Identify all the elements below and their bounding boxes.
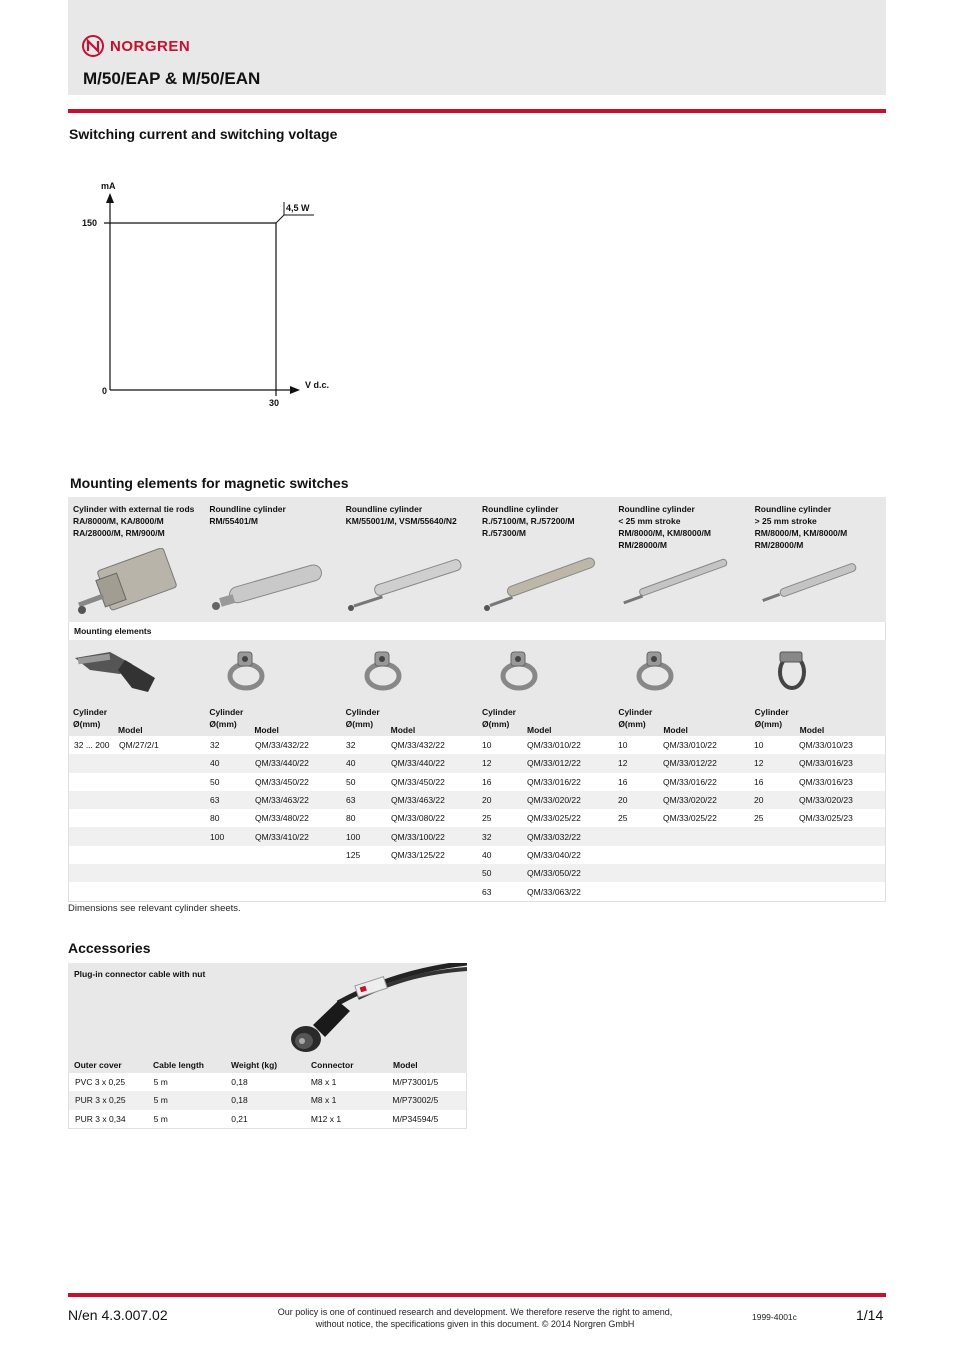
table-cell bbox=[749, 777, 885, 787]
cell-diameter: 100 bbox=[346, 831, 361, 842]
cell-model: QM/33/020/22 bbox=[663, 795, 717, 806]
section-title-accessories: Accessories bbox=[68, 940, 151, 956]
table-cell bbox=[477, 740, 613, 750]
column-header bbox=[613, 698, 749, 736]
cylinder-title: Roundline cylinder R./57100/M, R./57200/M R./57300/M bbox=[481, 504, 575, 538]
cell-diameter: 63 bbox=[210, 795, 220, 806]
cell-diameter: 32 bbox=[346, 740, 356, 751]
accessory-column-header: Connector bbox=[311, 1060, 354, 1070]
cylinder-title: Cylinder with external tie rods RA/8000/M, KA/8000/M RA/28000/M, RM/900/M bbox=[73, 504, 195, 538]
table-cell: 0,18 bbox=[231, 1077, 248, 1088]
table-cell: M8 x 1 bbox=[310, 1095, 337, 1106]
cylinder-image bbox=[345, 548, 470, 618]
cell-diameter: 10 bbox=[754, 740, 764, 751]
clamp-cell bbox=[750, 640, 886, 698]
power-label: 4,5 W bbox=[286, 203, 310, 213]
cell-model: QM/33/016/23 bbox=[799, 776, 853, 787]
accessory-column-header: Model bbox=[393, 1060, 418, 1070]
table-cell bbox=[749, 758, 885, 768]
table-cell bbox=[477, 868, 613, 878]
cell-diameter: 50 bbox=[482, 868, 492, 879]
table-cell bbox=[341, 832, 477, 842]
cell-diameter: 32 bbox=[482, 831, 492, 842]
cylinder-column bbox=[613, 497, 749, 622]
clamp-image bbox=[216, 644, 276, 696]
table-cell bbox=[613, 813, 749, 823]
clamp-cell bbox=[341, 640, 477, 698]
cell-diameter: 25 bbox=[754, 813, 764, 824]
dimensions-note: Dimensions see relevant cylinder sheets. bbox=[68, 903, 241, 914]
cylinder-title: Roundline cylinder RM/55401/M bbox=[209, 504, 286, 526]
clamp-cell bbox=[613, 640, 749, 698]
cylinder-image bbox=[481, 548, 606, 618]
x-tick-label: 30 bbox=[269, 398, 280, 408]
table-row bbox=[69, 809, 885, 827]
table-cell bbox=[749, 795, 885, 805]
cell-model: QM/33/463/22 bbox=[391, 795, 445, 806]
cell-model: QM/33/020/22 bbox=[527, 795, 581, 806]
cell-model: QM/33/012/22 bbox=[663, 758, 717, 769]
footer-divider bbox=[68, 1293, 886, 1297]
cylinder-image bbox=[208, 548, 333, 618]
norgren-logo bbox=[82, 35, 190, 57]
cylinder-title: Roundline cylinder KM/55001/M, VSM/55640/N2 bbox=[345, 504, 457, 526]
header-cylinder-diameter: Cylinder Ø(mm) bbox=[481, 707, 516, 729]
cell-model: QM/33/020/23 bbox=[799, 795, 853, 806]
clamp-image-row bbox=[68, 640, 886, 698]
header-divider bbox=[68, 109, 886, 113]
cylinder-title: Roundline cylinder < 25 mm stroke RM/8000/M, KM/8000/M RM/28000/M bbox=[618, 504, 711, 550]
header-model: Model bbox=[526, 725, 552, 735]
header-cylinder-diameter: Cylinder Ø(mm) bbox=[73, 707, 108, 729]
table-cell bbox=[613, 795, 749, 805]
accessory-column-header: Outer cover bbox=[74, 1060, 122, 1070]
table-cell bbox=[477, 832, 613, 842]
table-cell bbox=[341, 777, 477, 787]
accessories-rows bbox=[68, 1073, 467, 1129]
table-row bbox=[69, 1073, 466, 1091]
clamp-cell bbox=[477, 640, 613, 698]
table-cell bbox=[341, 795, 477, 805]
table-row bbox=[69, 1110, 466, 1128]
accessories-table bbox=[68, 963, 467, 1129]
table-cell: 5 m bbox=[153, 1095, 168, 1106]
cell-model: QM/33/450/22 bbox=[255, 776, 309, 787]
cell-diameter: 100 bbox=[210, 831, 225, 842]
cell-diameter: 20 bbox=[618, 795, 628, 806]
cell-diameter: 40 bbox=[210, 758, 220, 769]
cell-model: QM/33/016/22 bbox=[663, 776, 717, 787]
norgren-emblem-icon bbox=[82, 35, 104, 57]
column-header bbox=[341, 698, 477, 736]
table-cell: M/P73001/5 bbox=[392, 1077, 439, 1088]
column-header-row bbox=[68, 698, 886, 736]
table-cell bbox=[341, 740, 477, 750]
table-cell bbox=[613, 758, 749, 768]
table-cell bbox=[749, 740, 885, 750]
cylinder-header-row bbox=[68, 497, 886, 622]
accessory-column-header: Cable length bbox=[153, 1060, 205, 1070]
cell-model: QM/33/080/22 bbox=[391, 813, 445, 824]
cell-diameter: 20 bbox=[482, 795, 492, 806]
table-cell: M/P34594/5 bbox=[392, 1113, 439, 1124]
policy-text: Our policy is one of continued research and development. We therefore reserve the right to amend, without notice, the specifications given in this document. © 2014 Norgren GmbH bbox=[277, 1307, 673, 1329]
table-row bbox=[69, 773, 885, 791]
x-unit-label: V d.c. bbox=[305, 380, 330, 390]
header-cylinder-diameter: Cylinder Ø(mm) bbox=[345, 707, 380, 729]
cell-diameter: 12 bbox=[618, 758, 628, 769]
table-cell bbox=[69, 740, 205, 750]
column-header bbox=[68, 698, 204, 736]
table-cell bbox=[613, 740, 749, 750]
cell-diameter: 80 bbox=[346, 813, 356, 824]
accessory-column-header: Weight (kg) bbox=[231, 1060, 278, 1070]
table-cell bbox=[341, 758, 477, 768]
cylinder-image bbox=[72, 548, 197, 618]
cylinder-image bbox=[754, 548, 879, 618]
table-cell bbox=[477, 850, 613, 860]
header-cylinder-diameter: Cylinder Ø(mm) bbox=[618, 707, 653, 729]
cell-model: QM/33/432/22 bbox=[391, 740, 445, 751]
table-cell bbox=[205, 813, 341, 823]
accessory-title: Plug-in connector cable with nut bbox=[74, 969, 206, 979]
page-number: 1/14 bbox=[856, 1307, 884, 1323]
cell-diameter: 10 bbox=[618, 740, 628, 751]
table-cell: 0,21 bbox=[231, 1113, 248, 1124]
table-cell: PUR 3 x 0,25 bbox=[75, 1095, 126, 1106]
cell-model: QM/33/025/23 bbox=[799, 813, 853, 824]
cell-model: QM/33/010/23 bbox=[799, 740, 853, 751]
header-cylinder-diameter: Cylinder Ø(mm) bbox=[209, 707, 244, 729]
cell-model: QM/33/463/22 bbox=[255, 795, 309, 806]
cell-diameter: 125 bbox=[346, 849, 361, 860]
cylinder-column bbox=[477, 497, 613, 622]
page-title: M/50/EAP & M/50/EAN bbox=[83, 69, 261, 88]
table-row bbox=[69, 791, 885, 809]
cell-model: QM/33/050/22 bbox=[527, 868, 581, 879]
table-cell bbox=[205, 777, 341, 787]
section-title-switching: Switching current and switching voltage bbox=[69, 126, 338, 142]
cell-diameter: 16 bbox=[618, 776, 628, 787]
cell-diameter: 20 bbox=[754, 795, 764, 806]
cell-diameter: 25 bbox=[482, 813, 492, 824]
cylinder-column bbox=[750, 497, 886, 622]
origin-label: 0 bbox=[102, 386, 108, 396]
cell-diameter: 25 bbox=[618, 813, 628, 824]
mounting-table bbox=[68, 497, 886, 902]
cell-model: QM/33/012/22 bbox=[527, 758, 581, 769]
cell-model: QM/33/025/22 bbox=[527, 813, 581, 824]
table-row bbox=[69, 754, 885, 772]
cell-diameter: 80 bbox=[210, 813, 220, 824]
accessories-header bbox=[68, 963, 467, 1073]
cell-diameter: 16 bbox=[482, 776, 492, 787]
brand-name: NORGREN bbox=[110, 37, 191, 55]
cylinder-image bbox=[617, 548, 742, 618]
cell-model: QM/33/010/22 bbox=[663, 740, 717, 751]
cylinder-title: Roundline cylinder > 25 mm stroke RM/8000/M, KM/8000/M RM/28000/M bbox=[754, 504, 848, 550]
table-cell: M/P73002/5 bbox=[392, 1095, 439, 1106]
clamp-image bbox=[762, 644, 822, 696]
cell-model: QM/33/016/22 bbox=[527, 776, 581, 787]
table-cell: 0,18 bbox=[231, 1095, 248, 1106]
table-cell bbox=[477, 813, 613, 823]
cell-diameter: 12 bbox=[482, 758, 492, 769]
header-model: Model bbox=[663, 725, 688, 735]
cell-diameter: 50 bbox=[210, 776, 220, 787]
table-cell bbox=[341, 850, 477, 860]
cell-model: QM/33/410/22 bbox=[255, 831, 309, 842]
cell-diameter: 50 bbox=[346, 776, 356, 787]
cell-model: QM/33/010/22 bbox=[527, 740, 581, 751]
column-header bbox=[477, 698, 613, 736]
table-cell: PUR 3 x 0,34 bbox=[75, 1113, 126, 1124]
cell-model: QM/33/063/22 bbox=[527, 886, 581, 897]
y-unit-label: mA bbox=[101, 181, 116, 191]
table-row bbox=[69, 864, 885, 882]
table-cell: 5 m bbox=[153, 1077, 168, 1088]
cell-model: QM/33/440/22 bbox=[255, 758, 309, 769]
cell-diameter: 32 bbox=[210, 740, 220, 751]
switching-graph bbox=[68, 170, 388, 420]
cell-diameter: 16 bbox=[754, 776, 764, 787]
clamp-image bbox=[625, 644, 685, 696]
table-cell bbox=[205, 795, 341, 805]
table-cell bbox=[205, 758, 341, 768]
section-title-mounting: Mounting elements for magnetic switches bbox=[70, 475, 349, 491]
cell-model: QM/33/432/22 bbox=[255, 740, 309, 751]
cell-model: QM/33/016/23 bbox=[799, 758, 853, 769]
cell-diameter: 63 bbox=[346, 795, 356, 806]
table-cell bbox=[477, 887, 613, 897]
cell-model: QM/27/2/1 bbox=[119, 740, 159, 751]
cylinder-column bbox=[204, 497, 340, 622]
table-cell bbox=[477, 777, 613, 787]
connector-cable-image bbox=[268, 963, 467, 1055]
clamp-cell bbox=[204, 640, 340, 698]
cylinder-column bbox=[68, 497, 204, 622]
accessories-column-headers bbox=[68, 1060, 467, 1070]
cell-model: QM/33/125/22 bbox=[391, 849, 445, 860]
clamp-image bbox=[70, 644, 170, 698]
table-row bbox=[69, 882, 885, 900]
cell-diameter: 40 bbox=[482, 849, 492, 860]
page-header bbox=[68, 0, 886, 95]
cell-model: QM/33/450/22 bbox=[391, 776, 445, 787]
table-cell: M8 x 1 bbox=[310, 1077, 337, 1088]
clamp-image bbox=[353, 644, 413, 696]
table-cell bbox=[341, 813, 477, 823]
cell-diameter: 12 bbox=[754, 758, 764, 769]
table-cell: M12 x 1 bbox=[310, 1113, 342, 1124]
cell-diameter: 63 bbox=[482, 886, 492, 897]
table-cell bbox=[613, 777, 749, 787]
cell-diameter: 40 bbox=[346, 758, 356, 769]
header-model: Model bbox=[118, 725, 143, 735]
document-reference: N/en 4.3.007.02 bbox=[68, 1307, 168, 1323]
cylinder-column bbox=[341, 497, 477, 622]
table-cell: 5 m bbox=[153, 1113, 168, 1124]
table-cell bbox=[477, 758, 613, 768]
clamp-image bbox=[489, 644, 549, 696]
column-header bbox=[204, 698, 340, 736]
table-row bbox=[69, 1091, 466, 1109]
cell-model: QM/33/025/22 bbox=[663, 813, 717, 824]
mounting-rows bbox=[68, 736, 886, 902]
table-row bbox=[69, 736, 885, 754]
mounting-elements-label: Mounting elements bbox=[68, 622, 886, 640]
table-cell bbox=[477, 795, 613, 805]
header-model: Model bbox=[254, 725, 279, 735]
clamp-cell bbox=[68, 640, 204, 698]
table-row bbox=[69, 846, 885, 864]
header-model: Model bbox=[390, 725, 416, 735]
cell-diameter: 10 bbox=[482, 740, 492, 751]
table-row bbox=[69, 827, 885, 845]
cell-model: QM/33/032/22 bbox=[527, 831, 581, 842]
table-cell bbox=[205, 832, 341, 842]
cell-model: QM/33/480/22 bbox=[255, 813, 309, 824]
column-header bbox=[750, 698, 886, 736]
cell-model: QM/33/100/22 bbox=[391, 831, 445, 842]
document-code: 1999-4001c bbox=[752, 1312, 797, 1322]
cell-diameter: 32 ... 200 bbox=[74, 740, 110, 751]
y-tick-label: 150 bbox=[82, 218, 98, 228]
cell-model: QM/33/040/22 bbox=[527, 849, 581, 860]
table-cell bbox=[205, 740, 341, 750]
cell-model: QM/33/440/22 bbox=[391, 758, 445, 769]
header-cylinder-diameter: Cylinder Ø(mm) bbox=[754, 707, 789, 729]
table-cell: PVC 3 x 0,25 bbox=[75, 1077, 126, 1088]
table-cell bbox=[749, 813, 885, 823]
header-model: Model bbox=[799, 725, 825, 735]
